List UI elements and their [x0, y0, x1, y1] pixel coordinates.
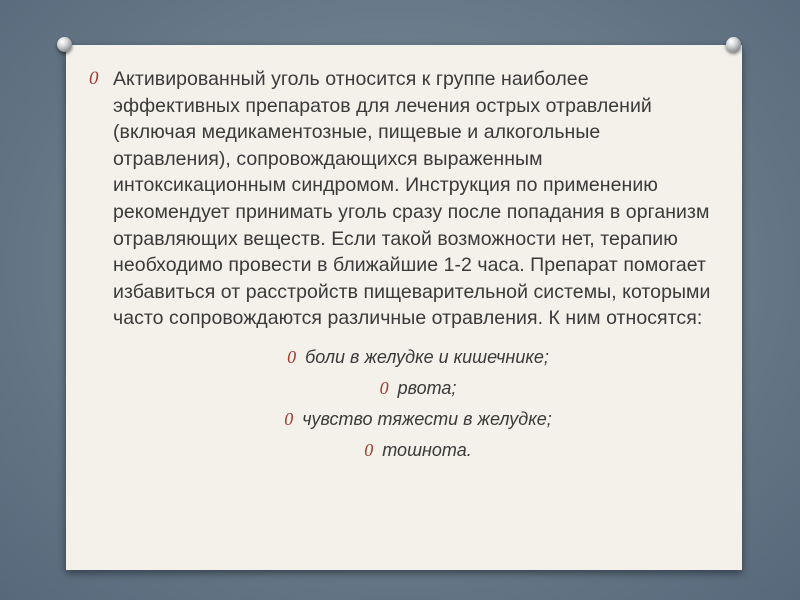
list-item-text: тошнота. — [382, 439, 472, 460]
list-item-text: рвота; — [397, 377, 457, 398]
pin-icon — [726, 37, 741, 52]
list-item — [78, 404, 718, 435]
paragraph-text: Активированный уголь относится к группе наиболее эффективных препаратов для лечения острых отравлений (включая медикаментозные, пищевые и алкогольные отравления), сопровождающихся выраженным интоксикационным синдромом. Инструкция по применению рекомендует принимать уголь сразу после попадания в организм отравляющих веществ. Если такой возможности нет, терапию необходимо провести в ближайшие 1-2 часа. Препарат помогает избавиться от расстройств пищеварительной системы, которыми часто сопровождаются различные отравления. К ним относятся: — [113, 68, 711, 330]
list-item — [78, 373, 718, 404]
pin-icon — [57, 37, 72, 52]
slide-content — [78, 66, 718, 466]
main-paragraph — [78, 66, 718, 332]
bullet-icon: 0 — [284, 408, 294, 429]
symptom-list — [78, 342, 718, 466]
list-item — [78, 435, 718, 466]
bullet-icon: 0 — [379, 377, 389, 398]
bullet-icon: 0 — [287, 346, 297, 367]
list-item-text: чувство тяжести в желудке; — [302, 408, 552, 429]
bullet-icon: 0 — [364, 439, 374, 460]
list-item-text: боли в желудке и кишечнике; — [305, 346, 549, 367]
list-item — [78, 342, 718, 373]
bullet-icon: 0 — [89, 68, 99, 89]
